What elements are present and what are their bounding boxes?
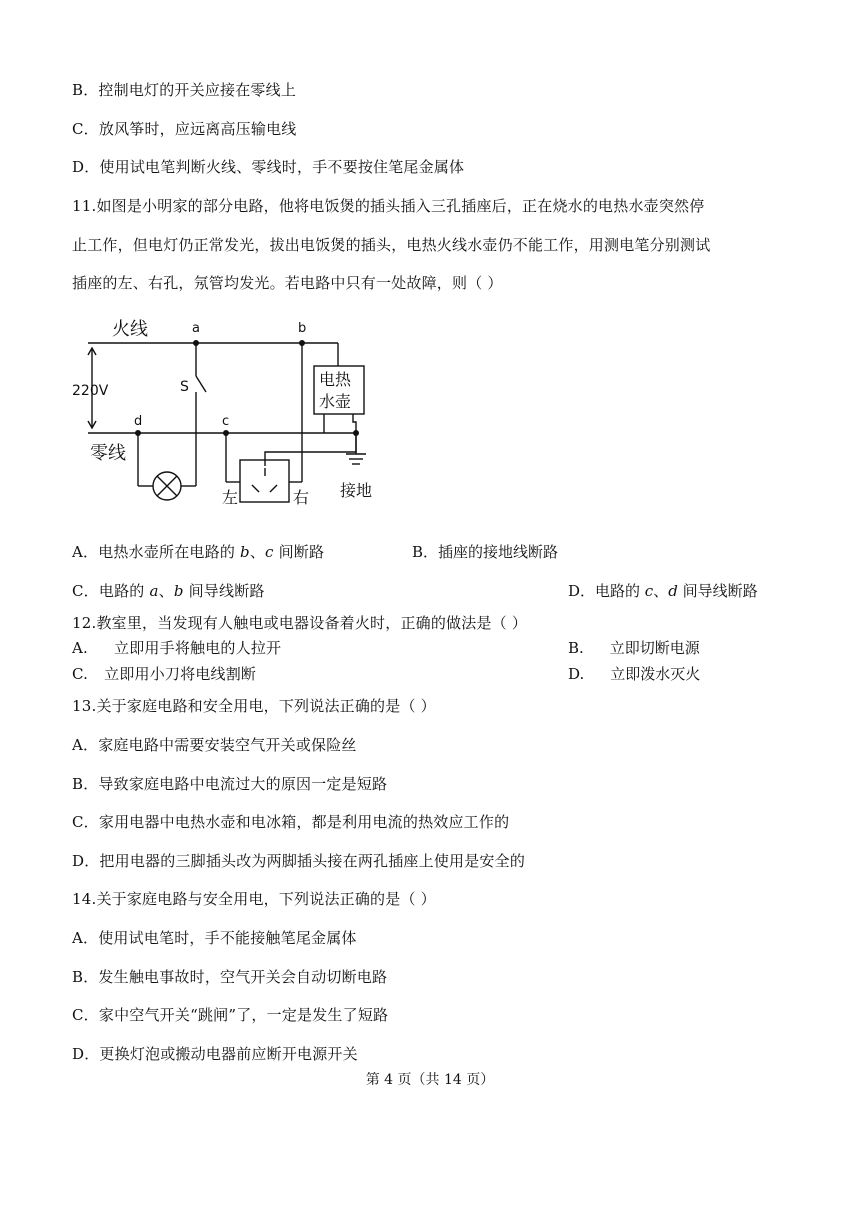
outlet-left-label: 左 (222, 488, 239, 507)
q10-option-d: D．使用试电笔判断火线、零线时，手不要按住笔尾金属体 (72, 158, 465, 176)
switch-label: S (180, 379, 189, 395)
ground-label: 接地 (340, 481, 373, 500)
node-d-label: d (134, 414, 143, 429)
outlet-right-label: 右 (293, 488, 310, 507)
node-c-label: c (222, 414, 230, 429)
q14-option-a: A．使用试电笔时，手不能接触笔尾金属体 (72, 929, 357, 947)
q13-option-a: A．家庭电路中需要安装空气开关或保险丝 (72, 736, 357, 754)
q13-option-b: B．导致家庭电路中电流过大的原因一定是短路 (72, 775, 388, 793)
node-b-label: b (298, 321, 307, 336)
q12-option-d: D. 立即泼水灭火 (568, 665, 701, 683)
q11-stem-line3: 插座的左、右孔，氖管均发光。若电路中只有一处故障，则（ ） (72, 274, 503, 292)
q11-option-c: C．电路的 a、b 间导线断路 (72, 582, 265, 600)
q12-option-a: A. 立即用手将触电的人拉开 (72, 639, 282, 657)
q11-option-d: D．电路的 c、d 间导线断路 (568, 582, 758, 600)
q14-stem: 14.关于家庭电路与安全用电，下列说法正确的是（ ） (72, 890, 436, 908)
q10-option-b: B．控制电灯的开关应接在零线上 (72, 81, 297, 99)
q11-stem-line2: 止工作，但电灯仍正常发光，拔出电饭煲的插头，电热火线水壶仍不能工作，用测电笔分别测试 (72, 236, 711, 254)
q11-stem-line1: 11.如图是小明家的部分电路，他将电饭煲的插头插入三孔插座后，正在烧水的电热水壶突然停 (72, 197, 705, 215)
q11-option-a: A．电热水壶所在电路的 b、c 间断路 (72, 543, 325, 561)
q14-option-d: D．更换灯泡或搬动电器前应断开电源开关 (72, 1045, 358, 1063)
q14-option-b: B．发生触电事故时，空气开关会自动切断电路 (72, 968, 388, 986)
q12-stem: 12.教室里，当发现有人触电或电器设备着火时，正确的做法是（ ） (72, 614, 528, 632)
neutral-wire-label: 零线 (90, 443, 126, 464)
q12-option-b: B. 立即切断电源 (568, 639, 700, 657)
voltage-label: 220V (72, 383, 109, 399)
kettle-label-line2: 水壶 (319, 392, 352, 411)
kettle-label-line1: 电热 (319, 370, 352, 389)
q13-option-d: D．把用电器的三脚插头改为两脚插头接在两孔插座上使用是安全的 (72, 852, 526, 870)
q11-option-b: B．插座的接地线断路 (412, 543, 559, 561)
circuit-diagram (60, 308, 400, 518)
q13-option-c: C．家用电器中电热水壶和电冰箱，都是利用电流的热效应工作的 (72, 813, 510, 831)
q10-option-c: C．放风筝时，应远离高压输电线 (72, 120, 297, 138)
node-a-label: a (192, 321, 200, 336)
q12-option-c: C. 立即用小刀将电线割断 (72, 665, 257, 683)
page-footer: 第 4 页（共 14 页） (365, 1072, 495, 1088)
q13-stem: 13.关于家庭电路和安全用电，下列说法正确的是（ ） (72, 697, 436, 715)
q14-option-c: C．家中空气开关“跳闸”了，一定是发生了短路 (72, 1006, 389, 1024)
live-wire-label: 火线 (112, 319, 148, 340)
